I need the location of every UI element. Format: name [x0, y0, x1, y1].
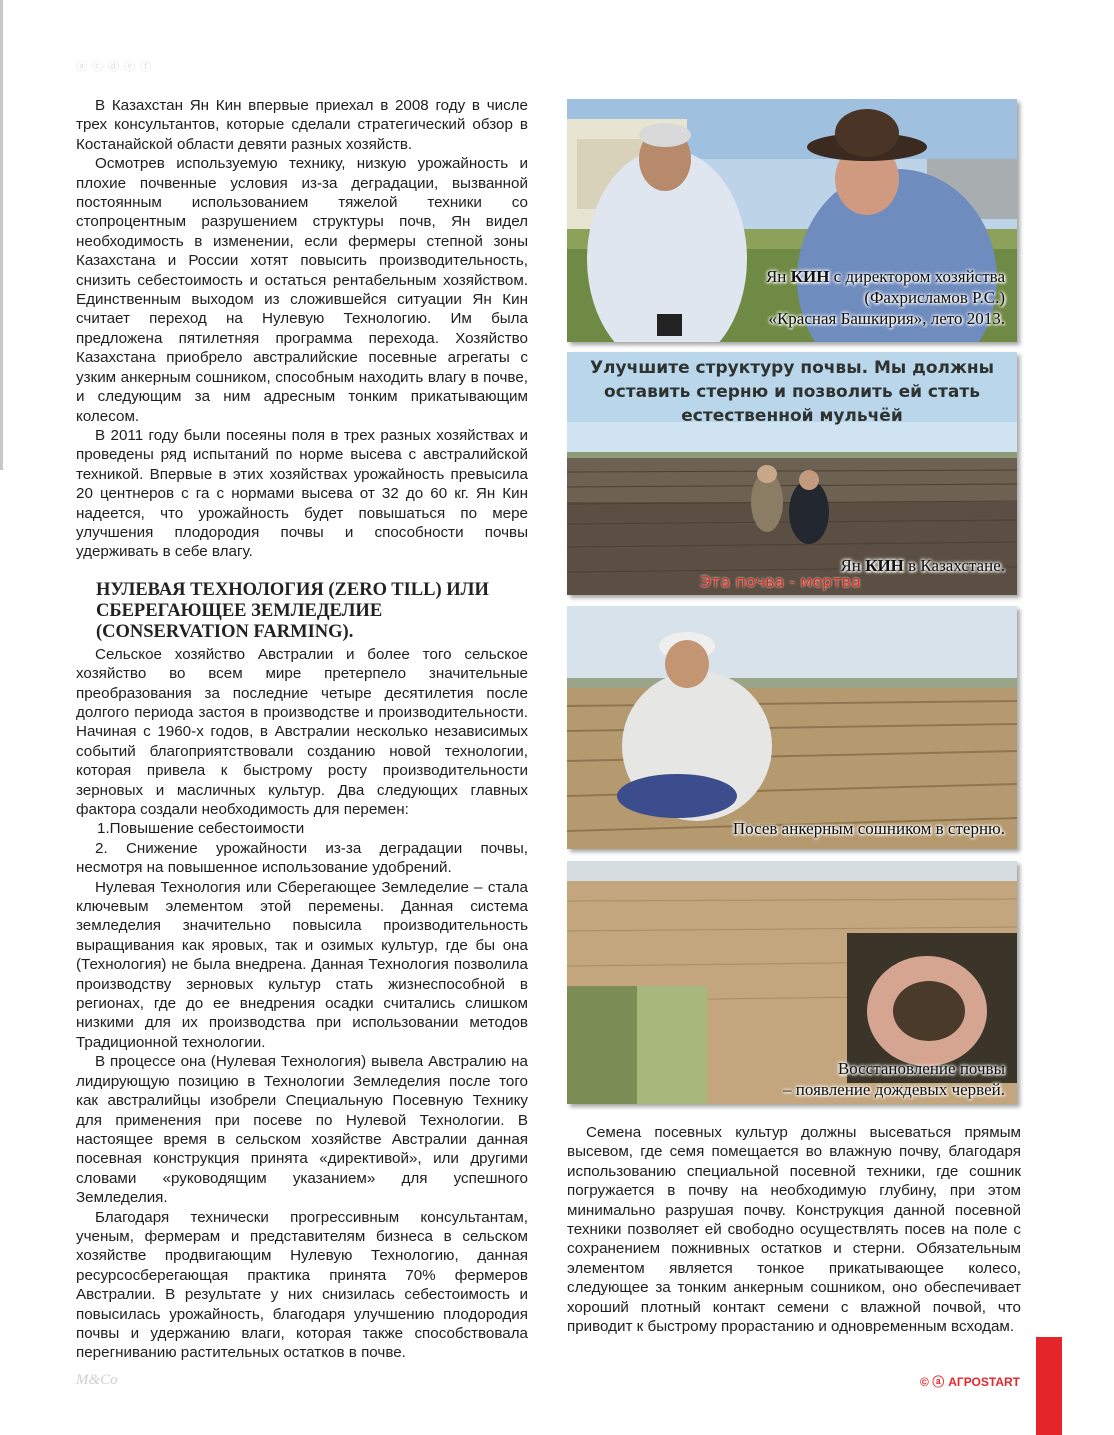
- right-paragraph: Семена посевных культур должны высеваться прямым высевом, где семя помещается во влажную почву, благодаря использованию специальной посевной техники, где сошник погружается в почву на необходимую глубину, при этом минимально разрушая почву. Конструкция данной посевной техники позволяет ей свободно осуществлять посев на поле с сохранением пожнивных остатков и стерни. Обязательным элементом является тонкое прикатывающее колесо, следующее за тонким анкерным сошником, оно обеспечивает хороший плотный контакт семени с влажной почвой, что приводит к быстрому прорастанию и одновременным всходам.: [567, 1124, 1021, 1336]
- intro-paragraph-1: В Казахстан Ян Кин впервые приехал в 2008 году в числе трех консультантов, которые сделали стратегический обзор в Костанайской области девяти разных хозяйств.: [76, 97, 528, 153]
- photo-2-red-note: Эта почва - мертва: [700, 572, 861, 591]
- right-column: [567, 1123, 1021, 1336]
- brand-symbol-icon: © ⓐ: [920, 1375, 945, 1389]
- top-margin-mark: ⓐ ⓒ ⓓ ⓔ ⓕ: [76, 61, 153, 73]
- page-edge-line: [0, 0, 3, 470]
- photo-3-caption: Посев анкерным сошником в стерню.: [732, 819, 1005, 838]
- photo-2-caption: Ян КИН в Казахстане.: [840, 556, 1005, 575]
- section-paragraph-2: Нулевая Технология или Сберегающее Земледелие – стала ключевым элементом этой перемены. Данная система земледелия значительно повысила производительность выращивания как яровых, так и озимых культур, где бы она (Технология) не была внедрена. Данная Технология позволила производству зерновых культур стать жизнеспособной в регионах, где до ее внедрения осадки считались слишком низкими для их производства при использовании методов Традиционной технологии.: [76, 878, 528, 1051]
- section-paragraph-1: Сельское хозяйство Австралии и более того сельское хозяйство во всем мире претерпело значительные преобразования за последние четыре десятилетия после долгого периода застоя в производстве и производительности. Начиная с 1960-х годов, в Австралии несколько независимых событий благоприятствовали созданию новой технологии, которая привела к быстрому росту производительности зерновых и масличных культур. Два следующих главных фактора создали необходимость для перемен:: [76, 645, 528, 818]
- photo-1-caption: Ян КИН с директором хозяйства (Фахрисламов Р.С.) «Красная Башкирия», лето 2013.: [765, 267, 1005, 328]
- intro-paragraph-2: Осмотрев используемую технику, низкую урожайность и плохие почвенные условия из-за деградации, вызванной постоянным использованием тяжелой техники со стопроцентным разрушением структуры почв, Ян видел необходимость в изменении, если фермеры степной зоны Казахстана и России хотят повысить производительность, снизить себестоимость и остаться рентабельным хозяйством. Единственным выходом из сложившейся ситуации Ян Кин считает переход на Нулевую Технологию. Им была предложена пятилетняя программа перехода. Хозяйство Казахстана приобрело австралийские посевные агрегаты с узким анкерным сошником, способным находить влагу в почве, и следующим за ним адресным тонким прикатывающим колесом.: [76, 155, 528, 425]
- left-column: [76, 96, 528, 1363]
- list-item-2: 2. Снижение урожайности из-за деградации почвы, несмотря на повышенное использование удобрений.: [76, 839, 528, 877]
- photo-sowing-stubble: [567, 606, 1017, 849]
- photo-2-banner: Улучшите структуру почвы. Мы должны оставить стерню и позволить ей стать естественной мульчёй: [589, 358, 995, 426]
- footer-signature: M&Co: [76, 1372, 118, 1388]
- list-item-1: 1.Повышение себестоимости: [97, 820, 305, 838]
- footer-brand-logo: © ⓐ АГРОSTART: [920, 1375, 1020, 1389]
- page-red-tab: [1036, 1337, 1062, 1435]
- photo-consultants-field: [567, 99, 1017, 342]
- photo-dead-soil-field: [567, 352, 1017, 595]
- photo-soil-restoration: [567, 861, 1017, 1104]
- photo-4-caption: Восстановление почвы – появление дождевых червей.: [783, 1059, 1005, 1099]
- intro-paragraph-3: В 2011 году были посеяны поля в трех разных хозяйствах и проведены ряд испытаний по норме высева с австралийской техникой. Впервые в этих хозяйствах урожайность превысила 20 центнеров с га с нормами высева от 32 до 60 кг. Ян Кин надеется, что урожайность будет повышаться по мере улучшения плодородия почвы и способности почвы удерживать в себе влагу.: [76, 426, 528, 561]
- section-paragraph-3: В процессе она (Нулевая Технология) вывела Австралию на лидирующую позицию в Технологии Земледелия после того как австралийцы изобрели Специальную Посевную Технику для применения при посеве по Нулевой Технологии. В настоящее время в сельском хозяйстве Австралии данная посевная конструкция принята «директивой», или другими словами «руководящим указанием» для успешного Земледелия.: [76, 1053, 528, 1207]
- section-heading: НУЛЕВАЯ ТЕХНОЛОГИЯ (ZERO TILL) ИЛИ СБЕРЕГАЮЩЕЕ ЗЕМЛЕДЕЛИЕ (CONSERVATION FARMING).: [96, 579, 489, 642]
- photo-3-image: [567, 606, 1017, 849]
- section-paragraph-4: Благодаря технически прогрессивным консультантам, ученым, фермерам и представителям бизнеса в сельском хозяйстве продвигающим Нулевую Технологию, данная ресурсосберегающая практика принята 70% фермеров Австралии. В результате у них снизилась себестоимость и повысилась урожайность, благодаря улучшению плодородия почвы и удержанию влаги, которая также способствовала перегниванию растительных остатков в почве.: [76, 1208, 528, 1362]
